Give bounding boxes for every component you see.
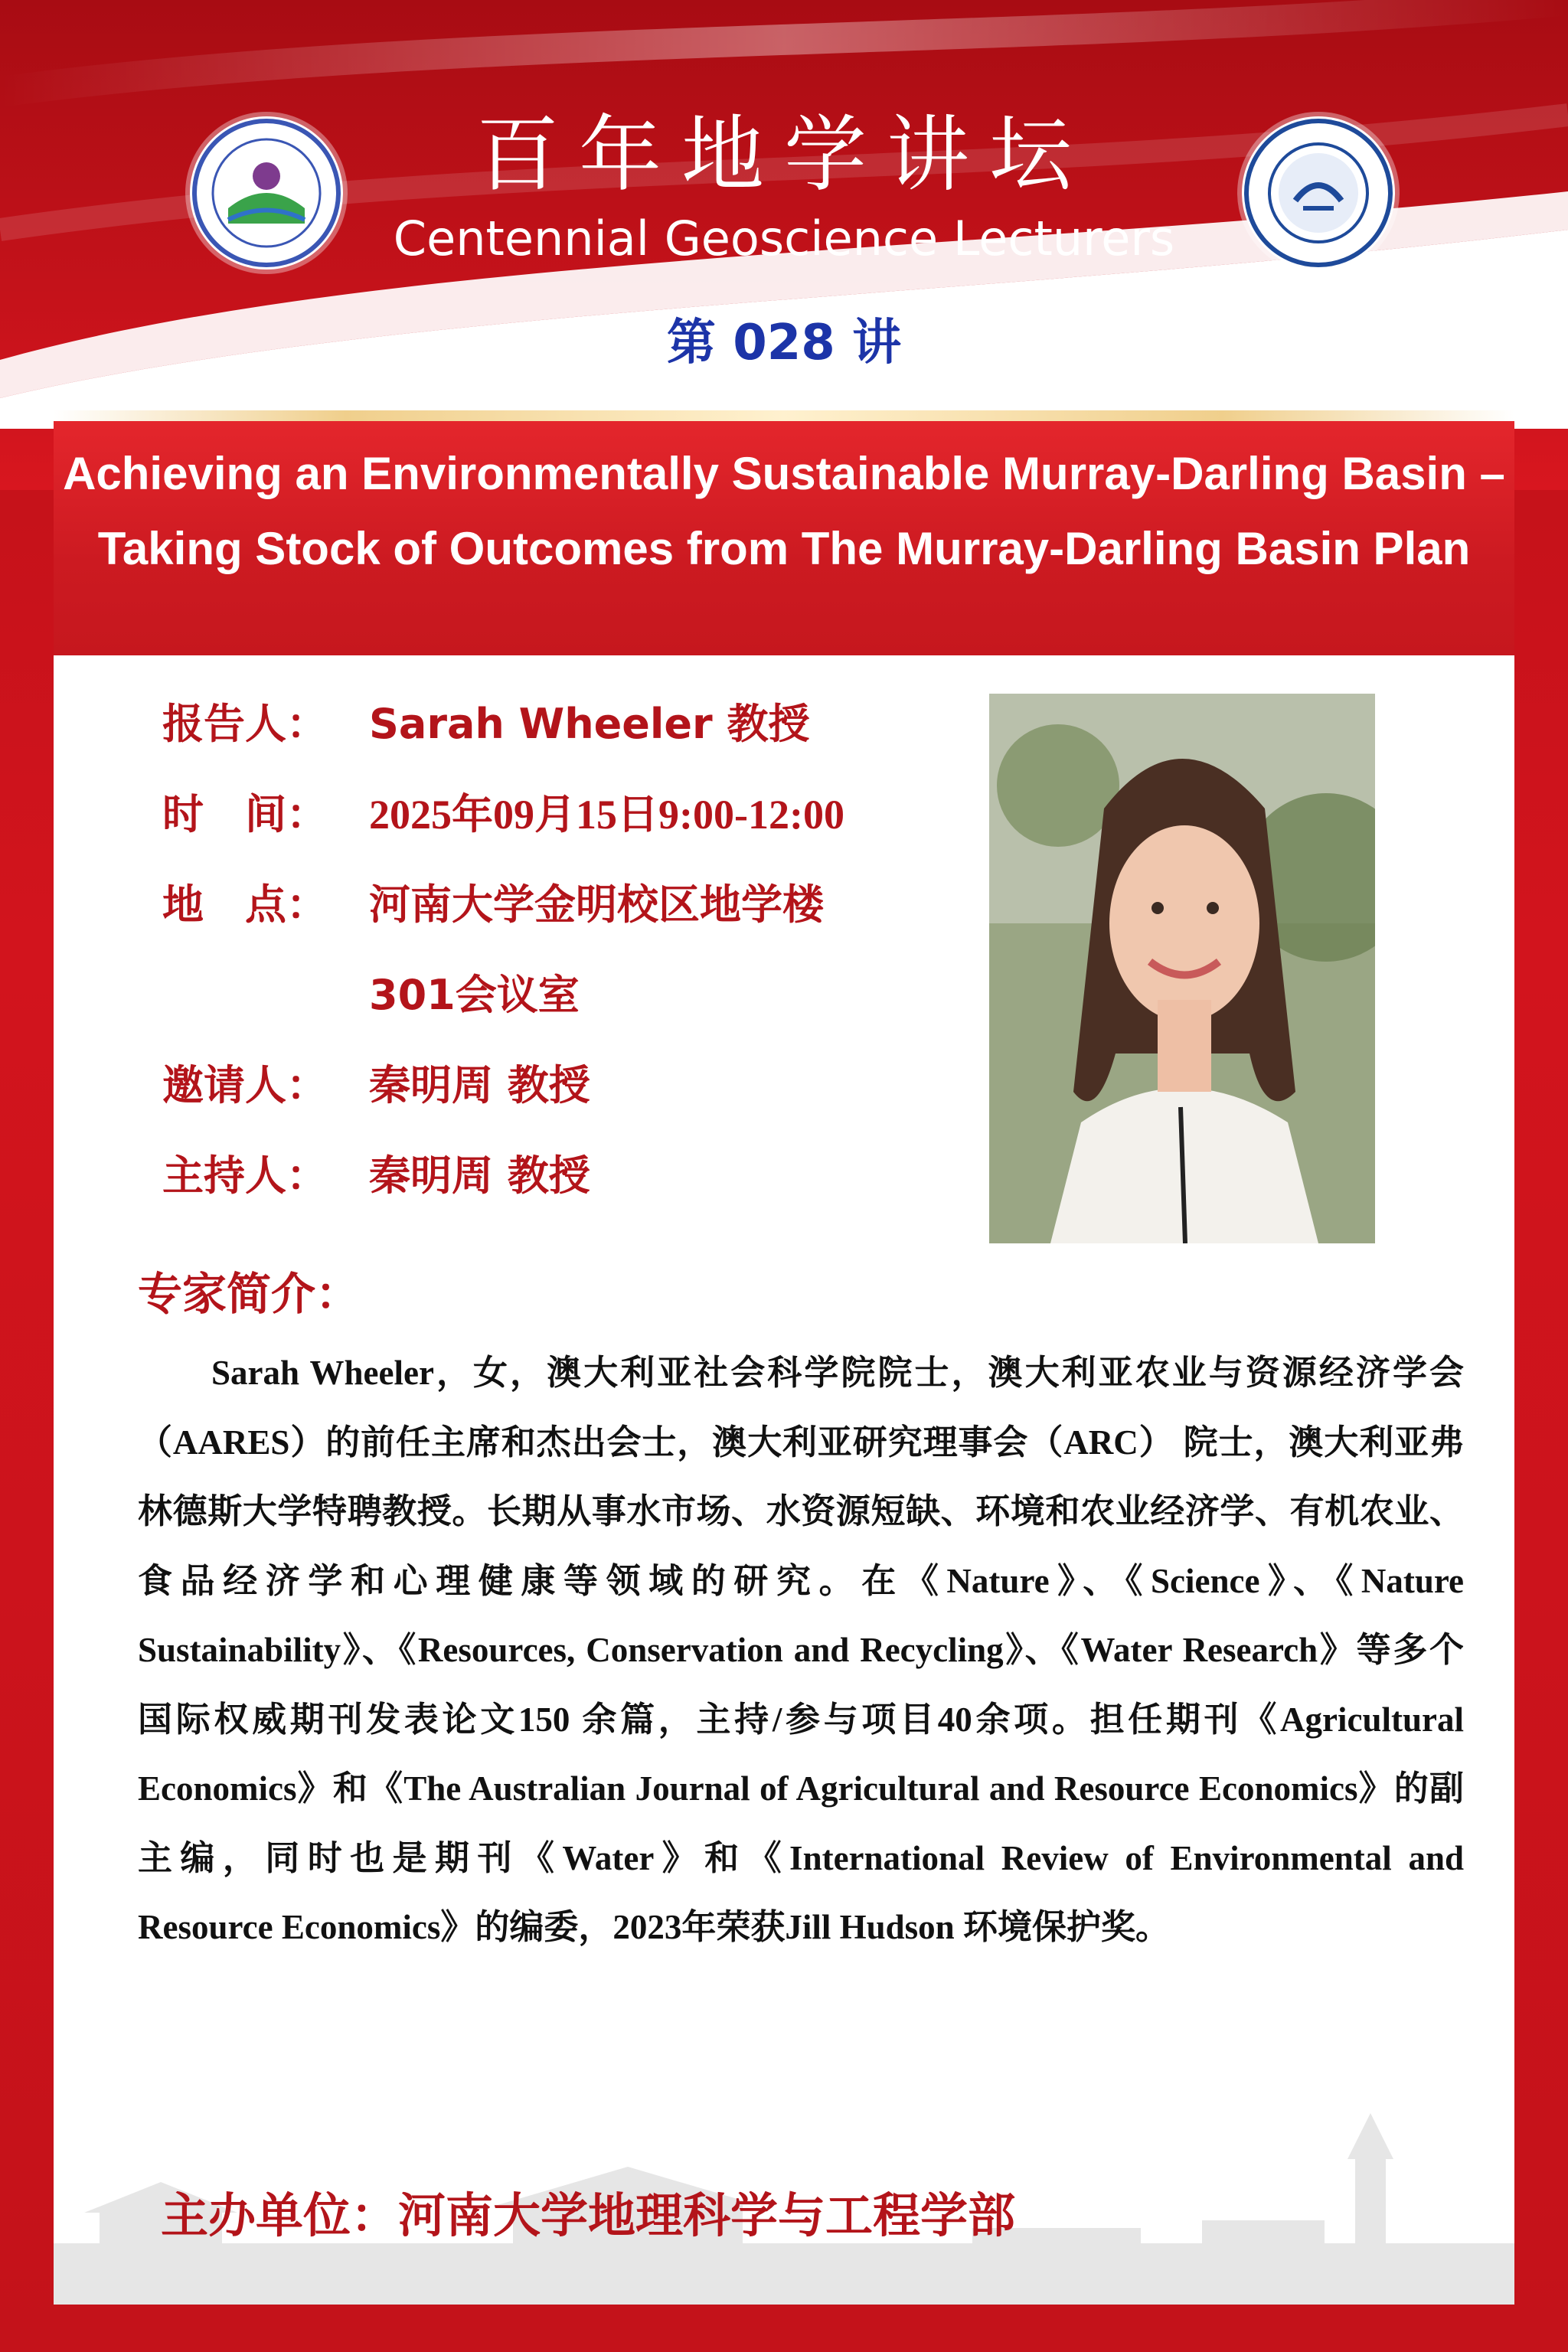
lecture-number: 第 028 讲 [666,315,902,371]
inviter-row [162,1055,1043,1116]
bio-text: Sarah Wheeler，女，澳大利亚社会科学院院士，澳大利亚农业与资源经济学会（AARES）的前任主席和杰出会士，澳大利亚研究理事会（ARC） 院士，澳大利亚弗林德斯大学特聘教授。长期从事水市场、水资源短缺、环境和农业经济学、有机农业、食品经济学和心理健康等领域的研究。在《Nature》、《Science》、《Nature Sustainability》、《Resources, Conservation and Recycling》、《Water Research》等多个国际权威期刊发表论文150 余篇，主持/参与项目40余项。担任期刊《Agricultural Economics》和《The Australian Journal of Agricultural and Resource Economics》的副主编，同时也是期刊《Water》和《International Review of Environmental and Resource Economics》的编委，2023年荣获Jill Hudson 环境保护奖。 [138,1354,1464,1946]
time-label: 时 间： [162,790,328,838]
host-label: 主持人： [162,1152,328,1200]
place-row-2 [162,965,1043,1026]
organizer: 主办单位：河南大学地理科学与工程学部 [161,2187,1016,2243]
host-row [162,1145,1043,1207]
talk-title: Achieving an Environmentally Sustainable Murray-Darling Basin – Taking Stock of Outcomes from The Murray-Darling Basin Plan [63,448,1505,574]
host-value: 秦明周 教授 [369,1152,590,1200]
place-value-line1: 河南大学金明校区地学楼 [369,880,824,929]
speaker-row [162,694,1043,755]
place-label: 地 点： [162,880,328,929]
time-value: 2025年09月15日9:00-12:00 [369,792,844,838]
time-row [162,784,1043,845]
series-title-en: Centennial Geoscience Lecturers [393,211,1175,266]
place-value-line2: 301会议室 [369,971,580,1019]
content-panel [54,421,1514,2305]
inviter-value: 秦明周 教授 [369,1061,590,1109]
inviter-label: 邀请人： [162,1061,328,1109]
place-row [162,874,1043,936]
gold-divider [54,410,1514,421]
speaker-value: Sarah Wheeler 教授 [369,700,810,748]
bio-heading: 专家简介： [138,1268,361,1320]
series-title-cn: 百年地学讲坛 [475,107,1092,203]
speaker-photo [989,694,1375,1243]
speaker-label: 报告人： [162,700,328,748]
